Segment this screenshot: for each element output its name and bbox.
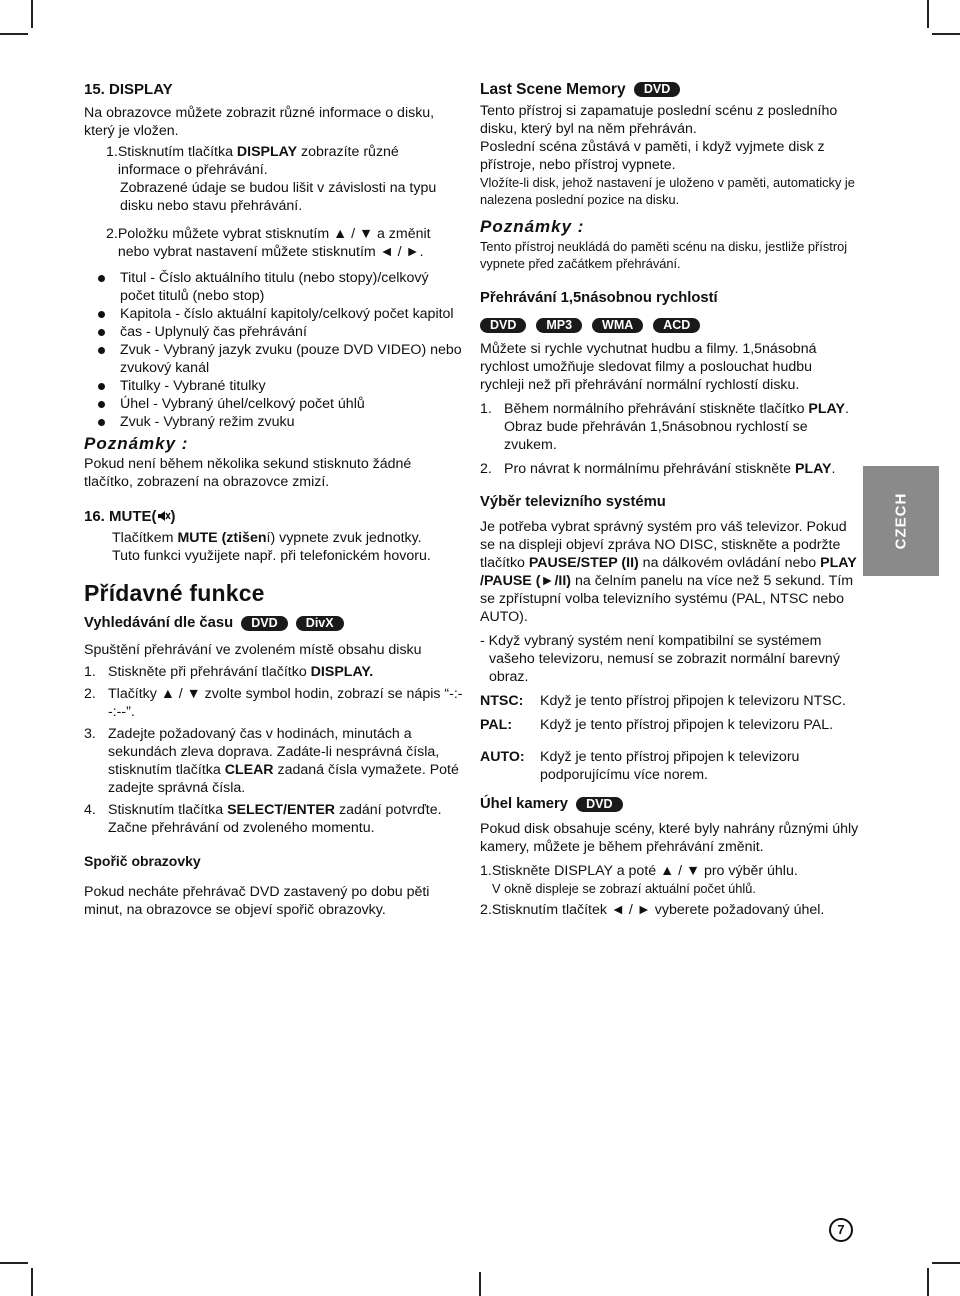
mute-text-part: Tlačítkem <box>112 530 178 546</box>
tv-text-part: Je potřeba vybrat správný systém pro váš televizor. Pokud se na displeji objeví zpráva NO DISC, stiskněte a podržte tlačítko <box>480 519 847 571</box>
list-item <box>98 305 464 323</box>
last-scene-text-2: Poslední scéna zůstává v paměti, i když vyjmete disk z přístroje, nebo přístroj vypnete. <box>480 139 825 173</box>
disc-badge: DVD <box>634 82 680 97</box>
mute-text-part: í) vypnete zvuk jednotky. <box>266 530 422 546</box>
step-text-part: Zadejte požadovaný čas v hodinách, minutách a sekundách zleva doprava. Zadáte-li nesprávná čísla, stisknutím tlačítka <box>108 726 440 778</box>
step-text-part: . <box>831 461 836 477</box>
list-item-text: Titulky - Vybrané titulky <box>120 378 266 394</box>
mute-icon <box>157 509 171 523</box>
step-text-bold: PLAY <box>808 401 845 417</box>
tv-system-ntsc <box>480 692 860 710</box>
last-scene-text-3: Vložíte-li disk, jehož nastavení je uloženo v paměti, automaticky je nalezena poslední pozice na disku. <box>480 175 855 207</box>
list-item <box>98 377 464 395</box>
camera-angle-heading-text: Úhel kamery <box>480 796 569 812</box>
list-item-text: Titul - Číslo aktuálního titulu (nebo stopy)/celkový počet titulů (nebo stop) <box>120 270 429 304</box>
bullet-icon <box>98 413 106 431</box>
display-heading: 15. DISPLAY <box>84 81 173 98</box>
step-text-bold: DISPLAY. <box>310 664 374 680</box>
step-text <box>504 400 860 454</box>
step-text <box>118 143 464 179</box>
time-search-heading <box>84 613 464 633</box>
tv-text-part: na čelním panelu na více než 5 sekund. Tím se zpřístupní volba televizního systému (PAL, NTSC nebo AUTO). <box>480 573 854 625</box>
last-scene-heading-text: Last Scene Memory <box>480 81 626 98</box>
step-number: 1. <box>84 664 96 680</box>
step-text <box>504 460 860 478</box>
step-number: 2. <box>84 686 96 702</box>
page-number: 7 <box>829 1218 853 1242</box>
display-step-2 <box>84 225 464 261</box>
bullet-icon <box>98 305 106 323</box>
time-search-intro: Spuštění přehrávání ve zvoleném místě obsahu disku <box>84 642 422 658</box>
crop-mark <box>0 1262 28 1264</box>
display-step-1-note: Zobrazené údaje se budou lišit v závislosti na typu disku nebo stavu přehrávání. <box>120 180 437 214</box>
step-text: Stiskněte DISPLAY a poté ▲ / ▼ pro výběr úhlu. <box>491 863 798 879</box>
step-text: Položku můžete vybrat stisknutím ▲ / ▼ a změnit nebo vybrat nastavení můžete stisknutím ◄ / ►. <box>117 226 431 260</box>
bullet-icon <box>98 323 106 341</box>
display-notes-heading: Poznámky : <box>84 434 189 453</box>
list-item-text: Zvuk - Vybraný režim zvuku <box>120 414 295 430</box>
step-text-part: Stiskněte při přehrávání tlačítko <box>108 664 311 680</box>
time-search-step <box>84 725 464 797</box>
time-search-step <box>84 663 464 681</box>
crop-mark <box>479 1272 481 1296</box>
step-number: 2. <box>106 226 118 242</box>
list-item <box>98 413 464 431</box>
step-text-bold: CLEAR <box>224 762 274 778</box>
crop-mark <box>31 0 33 28</box>
step-text <box>108 801 464 837</box>
disc-badge: DivX <box>296 616 344 631</box>
step-text-part: zadání potvrďte. Začne přehrávání od zvoleného momentu. <box>108 802 442 836</box>
step-text-part: zadaná čísla vymažete. Poté zadejte správná čísla. <box>108 762 459 796</box>
crop-mark <box>0 33 28 35</box>
step-number: 1. <box>480 863 492 879</box>
time-search-step <box>84 801 464 837</box>
fast-playback-step <box>480 400 860 454</box>
crop-mark <box>927 0 929 28</box>
disc-badge: MP3 <box>536 318 582 333</box>
screen-saver-heading: Spořič obrazovky <box>84 853 201 869</box>
screen-saver-text: Pokud necháte přehrávač DVD zastavený po dobu pěti minut, na obrazovce se objeví spořič obrazovky. <box>84 884 430 918</box>
language-tab <box>863 466 939 576</box>
disc-badge: DVD <box>480 318 526 333</box>
crop-mark <box>927 1268 929 1296</box>
bullet-icon <box>98 269 106 287</box>
tv-system-value: Když je tento přístroj připojen k televizoru NTSC. <box>540 693 846 709</box>
fast-playback-heading: Přehrávání 1,5násobnou rychlostí <box>480 290 718 306</box>
tv-text-bold: PAUSE/STEP (II) <box>528 555 639 571</box>
last-scene-text-1: Tento přístroj si zapamatuje poslední scénu z posledního disku, který byl na něm přehráván. <box>480 103 838 137</box>
tv-system-text <box>480 518 860 626</box>
crop-mark <box>932 1262 960 1264</box>
tv-system-value: Když je tento přístroj připojen k televizoru PAL. <box>540 717 834 733</box>
step-text: Tlačítky ▲ / ▼ zvolte symbol hodin, zobrazí se nápis “-:--:--”. <box>108 686 463 720</box>
time-search-step <box>84 685 464 721</box>
fast-playback-intro: Můžete si rychle vychutnat hudbu a filmy. 1,5násobná rychlost umožňuje sledovat filmy a poslouchat hudbu rychleji než při přehrávání normální rychlostí disku. <box>480 341 817 393</box>
last-scene-heading <box>480 80 860 100</box>
step-text-part: Během normálního přehrávání stiskněte tlačítko <box>504 401 809 417</box>
display-notes-text: Pokud není během několika sekund stisknuto žádné tlačítko, zobrazení na obrazovce zmizí. <box>84 456 412 490</box>
list-item <box>98 395 464 413</box>
step-text-part: Stisknutím tlačítka <box>108 802 228 818</box>
camera-angle-heading <box>480 794 860 814</box>
time-search-heading-text: Vyhledávání dle času <box>84 615 234 631</box>
bullet-icon <box>98 341 106 359</box>
language-tab-label: CZECH <box>891 492 909 550</box>
camera-angle-step-note: V okně displeje se zobrazí aktuální počet úhlů. <box>492 881 756 896</box>
bullet-icon <box>98 395 106 413</box>
mute-line-2: Tuto funkci využijete např. při telefonickém hovoru. <box>112 548 431 564</box>
fast-playback-badges <box>480 316 860 334</box>
right-column <box>480 80 860 919</box>
step-text-part: Pro návrat k normálnímu přehrávání stiskněte <box>504 461 795 477</box>
step-number: 1. <box>106 144 118 160</box>
disc-badge: DVD <box>241 616 287 631</box>
tv-system-key: NTSC: <box>480 693 524 709</box>
step-text-part: Stisknutím tlačítka <box>117 144 237 160</box>
step-number: 3. <box>84 726 96 742</box>
tv-system-auto <box>480 748 860 784</box>
step-text: Stisknutím tlačítek ◄ / ► vyberete požadovaný úhel. <box>491 902 825 918</box>
display-info-list <box>84 269 464 431</box>
step-text-bold: SELECT/ENTER <box>227 802 336 818</box>
step-number: 1. <box>480 401 492 417</box>
step-number: 4. <box>84 802 96 818</box>
mute-heading <box>84 507 464 527</box>
list-item <box>98 323 464 341</box>
step-number: 2. <box>480 902 492 918</box>
disc-badge: DVD <box>576 797 622 812</box>
left-column <box>84 80 464 919</box>
camera-angle-step <box>480 901 860 919</box>
tv-system-key: PAL: <box>480 717 513 733</box>
disc-badge: ACD <box>653 318 700 333</box>
extra-functions-heading: Přídavné funkce <box>84 580 265 606</box>
list-item-text: Zvuk - Vybraný jazyk zvuku (pouze DVD VIDEO) nebo zvukový kanál <box>120 342 462 376</box>
mute-text-bold: MUTE (ztišen <box>177 530 267 546</box>
mute-heading-text: 16. MUTE( <box>84 508 157 525</box>
disc-badge: WMA <box>592 318 643 333</box>
step-text-bold: DISPLAY <box>236 144 298 160</box>
last-scene-notes-heading: Poznámky : <box>480 217 585 236</box>
mute-line-1 <box>84 529 464 547</box>
display-step-1 <box>84 143 464 179</box>
tv-system-pal <box>480 716 860 734</box>
list-item <box>98 341 464 377</box>
step-text <box>108 663 464 681</box>
bullet-icon <box>98 377 106 395</box>
crop-mark <box>932 33 960 35</box>
tv-system-value: Když je tento přístroj připojen k televizoru podporujícímu více norem. <box>540 749 800 783</box>
list-item <box>98 269 464 305</box>
list-item-text: Úhel - Vybraný úhel/celkový počet úhlů <box>120 396 365 412</box>
step-text-part: zobrazíte různé informace o přehrávání. <box>117 144 399 178</box>
tv-text-part: na dálkovém ovládání nebo <box>638 555 821 571</box>
camera-angle-intro: Pokud disk obsahuje scény, které byly nahrány různými úhly kamery, můžete je během přehrávání změnit. <box>480 821 859 855</box>
camera-angle-step <box>480 862 860 880</box>
tv-system-key: AUTO: <box>480 749 525 765</box>
fast-playback-step <box>480 460 860 478</box>
list-item-text: Kapitola - číslo aktuální kapitoly/celkový počet kapitol <box>120 306 454 322</box>
last-scene-notes-text: Tento přístroj neukládá do paměti scénu na disku, jestliže přístroj vypnete před začátkem přehrávání. <box>480 239 848 271</box>
tv-system-dash-note: - Když vybraný systém není kompatibilní se systémem vašeho televizoru, nemusí se zobrazit normální barevný obraz. <box>480 633 840 685</box>
tv-system-heading: Výběr televizního systému <box>480 494 666 510</box>
step-text-bold: PLAY <box>794 461 832 477</box>
step-text <box>108 725 464 797</box>
tv-text-bold: PLAY /PAUSE (►/II) <box>480 555 857 589</box>
step-text-part: . Obraz bude přehráván 1,5násobnou rychlostí se zvukem. <box>504 401 849 453</box>
crop-mark <box>31 1268 33 1296</box>
display-intro: Na obrazovce můžete zobrazit různé informace o disku, který je vložen. <box>84 105 435 139</box>
list-item-text: čas - Uplynulý čas přehrávání <box>120 324 307 340</box>
step-number: 2. <box>480 461 492 477</box>
mute-heading-text: ) <box>170 508 176 525</box>
